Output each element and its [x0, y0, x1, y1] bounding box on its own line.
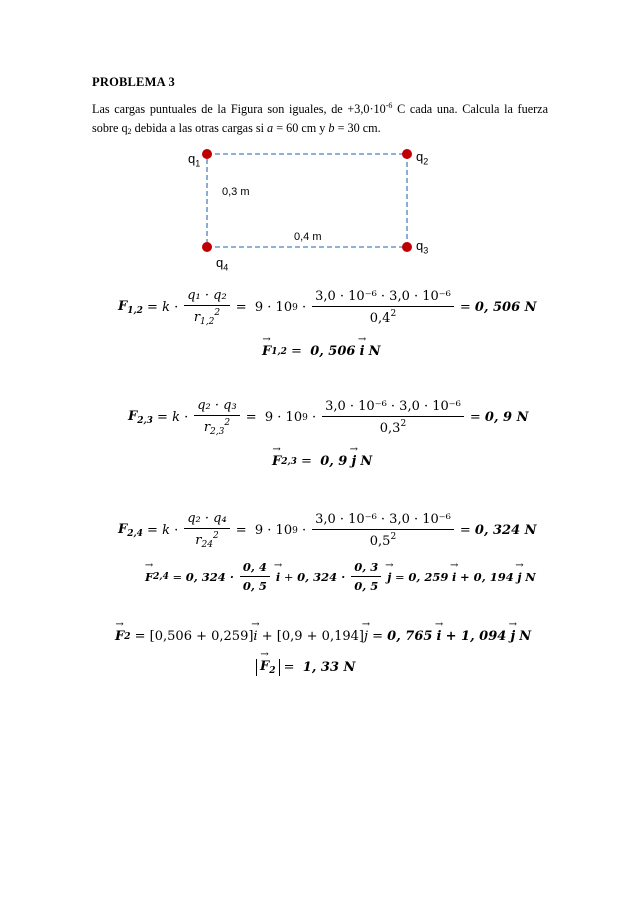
vector-f24: → F 2,4 = 0, 324 · $\frac{0, 4}{0, 5}$ → i + 0, 324 · $\frac{0, 3}{0, 5}$ → j = 0, 259 → i + 0, 194 → j N	[145, 560, 536, 593]
vector-f12: → F 1,2 = 0, 506 → i N	[262, 344, 381, 359]
charge-q1	[202, 149, 212, 159]
charge-figure	[0, 0, 638, 290]
label-q3: $q_3$	[416, 238, 429, 256]
label-q2: $q_2$	[416, 149, 429, 167]
label-q1: $q_1$	[188, 151, 201, 169]
charge-q2	[402, 149, 412, 159]
side-length-label: 0,3 m	[222, 186, 250, 198]
label-q4: $q_4$	[216, 255, 229, 273]
equation-f24: $F_{2,4}$ = k · $\frac{\text{q₂ · q₄}}{r_{24}^2}$ = 9 · 10 9 · $\frac{\text{3,0 · 10⁻⁶ · 3,0 · 10⁻⁶}}{0,5^2}$ = 0, 324 N	[118, 511, 537, 550]
equation-f12: $F_{1,2}$ = k · $\frac{\text{q₁ · q₂}}{r_{1,2}^2}$ = 9 · 10 9 · $\frac{\text{3,0 · 10⁻⁶ · 3,0 · 10⁻⁶}}{0,4^2}$ = 0, 506 N	[118, 288, 537, 327]
vector-f23: → F 2,3 = 0, 9 → j N	[272, 454, 372, 469]
charge-q3	[402, 242, 412, 252]
bottom-length-label: 0,4 m	[294, 231, 322, 243]
equation-f23: $F_{2,3}$ = k · $\frac{\text{q₂ · q₃}}{r_{2,3}^2}$ = 9 · 10 9 · $\frac{\text{3,0 · 10⁻⁶ · 3,0 · 10⁻⁶}}{0,3^2}$ = 0, 9 N	[128, 398, 529, 437]
equation-f2-total: → F 2 = [0,506 + 0,259] → i + [0,9 + 0,194] → j = 0, 765 → i + 1, 094 → j N	[115, 629, 531, 644]
magnitude-f2: → $F_2$ = 1, 33 N	[256, 659, 355, 676]
problem-statement: Las cargas puntuales de la Figura son iguales, de $+3,0\cdot 10^{-6}$ C cada una. Calcula la fuerza sobre $q_2$ debida a las otras cargas si a = 60 cm y b = 30 cm.	[92, 101, 548, 136]
problem-title: PROBLEMA 3	[92, 75, 175, 89]
charge-q4	[202, 242, 212, 252]
